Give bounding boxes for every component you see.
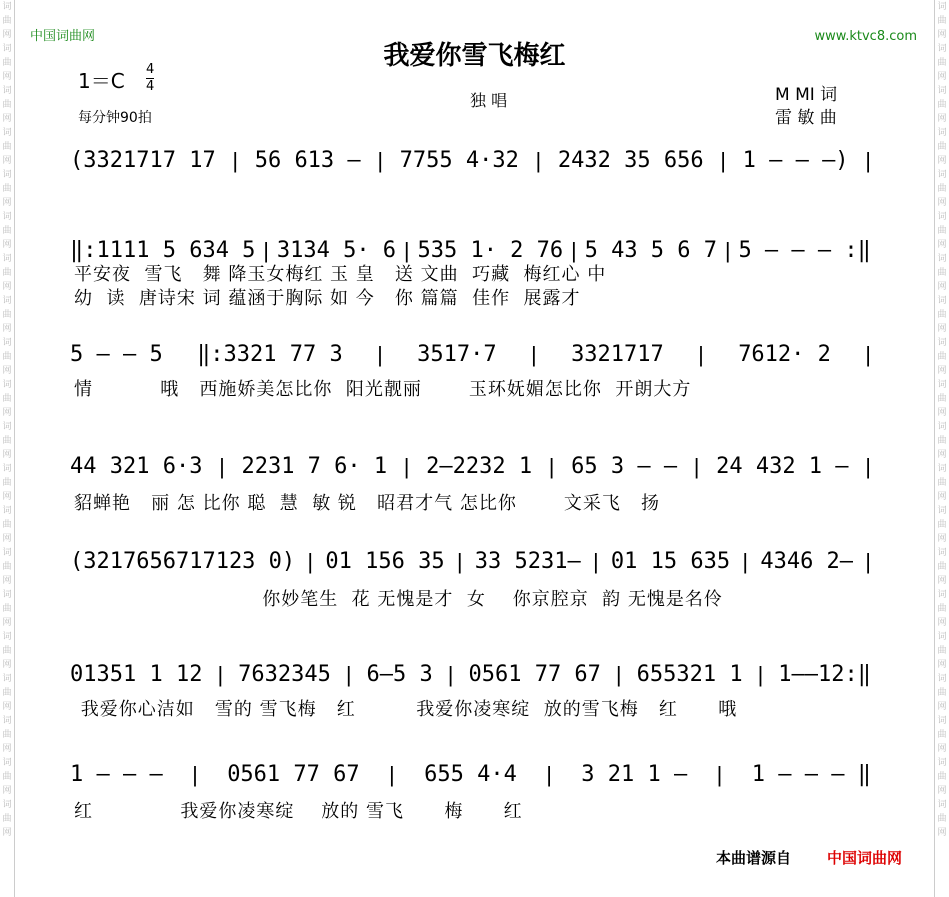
barline: |: [307, 549, 314, 574]
barline: |: [698, 342, 704, 367]
barline: |: [865, 148, 871, 173]
measure: 2231 7 6· 1: [241, 454, 388, 479]
measure: 01351 1 12: [70, 662, 203, 687]
time-signature: [146, 62, 154, 95]
measure: 3134 5· 6: [276, 238, 397, 263]
barline: |: [403, 238, 410, 263]
notation-line: [70, 764, 871, 786]
barline: |: [693, 454, 700, 479]
barline: |: [865, 549, 871, 574]
measure: 65 3 — —: [571, 454, 678, 479]
lyric-line: 平安夜 雪飞 舞 降玉女梅红 玉 皇 送 文曲 巧藏 梅红心 中: [74, 264, 607, 285]
barline: |: [217, 662, 224, 687]
measure: 655321 1: [636, 662, 743, 687]
tempo: 每分钟90拍: [78, 110, 152, 126]
notation-line: [70, 664, 871, 686]
measure: 3 21 1 —: [581, 762, 688, 787]
measure: 1 — — —: [70, 762, 163, 787]
notation-line: [70, 240, 871, 262]
performance-type: 独 唱: [470, 91, 508, 110]
barline: |: [546, 762, 552, 787]
measure: 1 — — — ‖: [751, 762, 871, 787]
measure: ‖:1111 5 634 5: [70, 238, 256, 263]
measure: 5 — — — :‖: [738, 238, 871, 263]
barline: |: [757, 662, 764, 687]
measure: 3321717: [571, 342, 664, 367]
barline: |: [720, 148, 726, 173]
barline: |: [263, 238, 269, 263]
barline: |: [219, 454, 225, 479]
barline: |: [377, 148, 384, 173]
key-signature: 1＝C: [78, 69, 125, 93]
measure: 0561 77 67: [227, 762, 360, 787]
measure: 1 — — —): [742, 148, 849, 173]
measure: (3217656717123 0): [70, 549, 296, 574]
left-watermark-strip: 词曲网词曲网词曲网词曲网词曲网词曲网词曲网词曲网词曲网词曲网词曲网词曲网词曲网词曲网词曲网词曲网词曲网词曲网词曲网词曲网: [0, 0, 15, 897]
barline: |: [456, 549, 463, 574]
measure: ‖:3321 77 3: [197, 342, 343, 367]
barline: |: [571, 238, 577, 263]
measure: 33 5231—: [474, 549, 581, 574]
measure: 01 15 635: [610, 549, 731, 574]
barline: |: [548, 454, 555, 479]
measure: 1——12:‖: [778, 662, 871, 687]
measure: 2—2232 1: [426, 454, 533, 479]
barline: |: [531, 342, 537, 367]
site-url-right[interactable]: www.ktvc8.com: [814, 29, 917, 44]
barline: |: [232, 148, 239, 173]
measure: 5 43 5 6 7: [584, 238, 718, 263]
measure: 2432 35 656: [557, 148, 704, 173]
barline: |: [377, 342, 383, 367]
measure: (3321717 17: [70, 148, 216, 173]
measure: 3517·7: [417, 342, 497, 367]
composer: 雷 敏 曲: [775, 108, 837, 128]
measure: 6—5 3: [366, 662, 433, 687]
barline: |: [535, 148, 542, 173]
lyricist: M MI 词: [775, 85, 838, 105]
source-label: 本曲谱源自: [716, 849, 792, 867]
source-site[interactable]: 中国词曲网: [827, 849, 903, 867]
barline: |: [615, 662, 622, 687]
lyric-line: 情 哦 西施娇美怎比你 阳光靓丽 玉环妩媚怎比你 开朗大方: [74, 379, 692, 400]
measure: 5 — — 5: [70, 342, 163, 367]
measure: 44 321 6·3: [70, 454, 203, 479]
time-sig-top: 4: [146, 62, 155, 77]
lyric-line: 红 我爱你凌寒绽 放的 雪飞 梅 红: [74, 801, 523, 822]
notation-line: [70, 344, 871, 366]
measure: 56 613 —: [254, 148, 361, 173]
barline: |: [192, 762, 198, 787]
barline: |: [716, 762, 723, 787]
notation-line: [70, 551, 871, 573]
measure: 655 4·4: [424, 762, 517, 787]
measure: 0561 77 67: [468, 662, 601, 687]
lyric-line: 我爱你心洁如 雪的 雪飞梅 红 我爱你凌寒绽 放的雪飞梅 红 哦: [74, 699, 738, 720]
measure: 535 1· 2 76: [417, 238, 564, 263]
barline: |: [742, 549, 749, 574]
site-name-left[interactable]: 中国词曲网: [30, 29, 96, 44]
measure: 4346 2—: [760, 549, 854, 574]
barline: |: [447, 662, 454, 687]
measure: 01 156 35: [325, 549, 445, 574]
lyric-line: 你妙笔生 花 无愧是才 女 你京腔京 韵 无愧是名伶: [74, 589, 723, 610]
lyric-line: 貂蝉艳 丽 怎 比你 聪 慧 敏 锐 昭君才气 怎比你 文采飞 扬: [74, 493, 661, 514]
measure: 24 432 1 —: [716, 454, 849, 479]
notation-line: [70, 456, 871, 478]
measure: 7612· 2: [738, 342, 831, 367]
song-title: 我爱你雪飞梅红: [383, 41, 566, 71]
measure: 7632345: [238, 662, 331, 687]
barline: |: [345, 662, 352, 687]
barline: |: [724, 238, 731, 263]
lyric-line: 幼 读 唐诗宋 词 蕴涵于胸际 如 今 你 篇篇 佳作 展露才: [74, 288, 581, 309]
right-watermark-strip: 词曲网词曲网词曲网词曲网词曲网词曲网词曲网词曲网词曲网词曲网词曲网词曲网词曲网词曲网词曲网词曲网词曲网词曲网词曲网词曲网: [934, 0, 949, 897]
notation-line: [70, 150, 871, 172]
time-sig-bottom: 4: [146, 79, 155, 94]
barline: |: [403, 454, 410, 479]
barline: |: [389, 762, 395, 787]
barline: |: [865, 454, 871, 479]
measure: 7755 4·32: [399, 148, 519, 173]
barline: |: [865, 342, 871, 367]
barline: |: [592, 549, 599, 574]
